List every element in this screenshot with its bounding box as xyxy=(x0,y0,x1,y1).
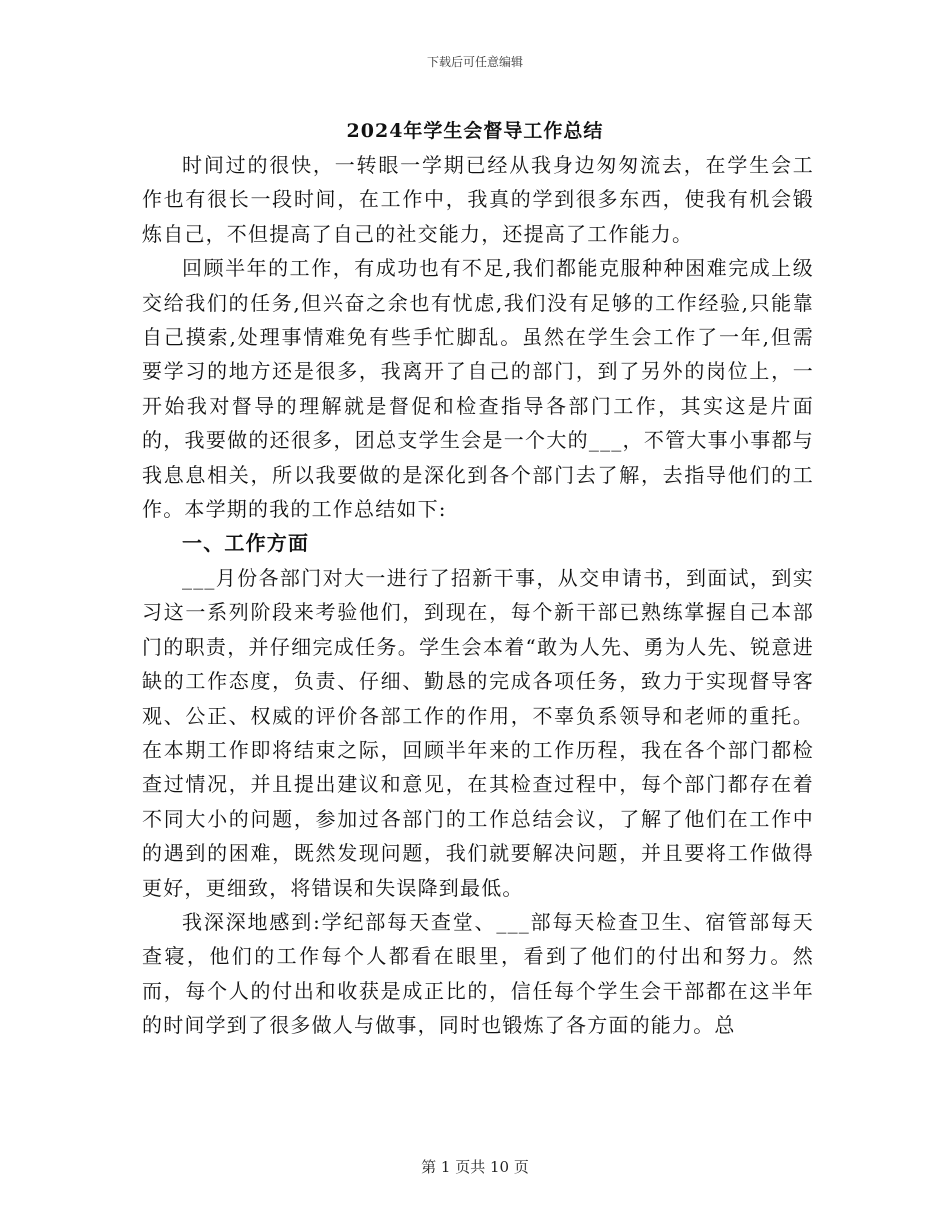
section-heading-work: 一、工作方面 xyxy=(182,531,310,556)
document-body xyxy=(142,148,814,1043)
paragraph-recruitment: ___月份各部门对大一进行了招新干事，从交申请书，到面试，到实习这一系列阶段来考验他们，到现在，每个新干部已熟练掌握自己本部门的职责，并仔细完成任务。学生会本着“敢为人先、勇为人先、锐意进缺的工作态度，负责、仔细、勤恳的完成各项任务，致力于实现督导客观、公正、权威的评价各部工作的作用，不辜负系领导和老师的重托。在本期工作即将结束之际，回顾半年来的工作历程，我在各个部门都检查过情况，并且提出建议和意见，在其检查过程中，每个部门都存在着不同大小的问题，参加过各部门的工作总结会议，了解了他们在工作中的遇到的困难，既然发现问题，我们就要解决问题，并且要将工作做得更好，更细致，将错误和失误降到最低。 xyxy=(142,565,814,900)
paragraph-review: 回顾半年的工作，有成功也有不足,我们都能克服种种困难完成上级交给我们的任务,但兴奋之余也有忧虑,我们没有足够的工作经验,只能靠自己摸索,处理事情难免有些手忙脚乱。虽然在学生会工作了一年,但需要学习的地方还是很多，我离开了自己的部门，到了另外的岗位上，一开始我对督导的理解就是督促和检查指导各部门工作，其实这是片面的，我要做的还很多，团总支学生会是一个大的___，不管大事小事都与我息息相关，所以我要做的是深化到各个部门去了解，去指导他们的工作。本学期的我的工作总结如下: xyxy=(142,256,814,522)
page-number: 第 1 页共 10 页 xyxy=(421,1158,529,1176)
paragraph-intro: 时间过的很快，一转眼一学期已经从我身边匆匆流去，在学生会工作也有很长一段时间，在工作中，我真的学到很多东西，使我有机会锻炼自己，不但提高了自己的社交能力，还提高了工作能力。 xyxy=(142,153,814,246)
page-header-note: 下载后可任意编辑 xyxy=(426,55,523,69)
paragraph-reflection: 我深深地感到:学纪部每天查堂、___部每天检查卫生、宿管部每天查寝，他们的工作每个人都看在眼里，看到了他们的付出和努力。然而，每个人的付出和收获是成正比的，信任每个学生会干部都在这半年的时间学到了很多做人与做事，同时也锻炼了各方面的能力。总 xyxy=(142,909,814,1038)
document-title: 2024年学生会督导工作总结 xyxy=(346,120,604,142)
